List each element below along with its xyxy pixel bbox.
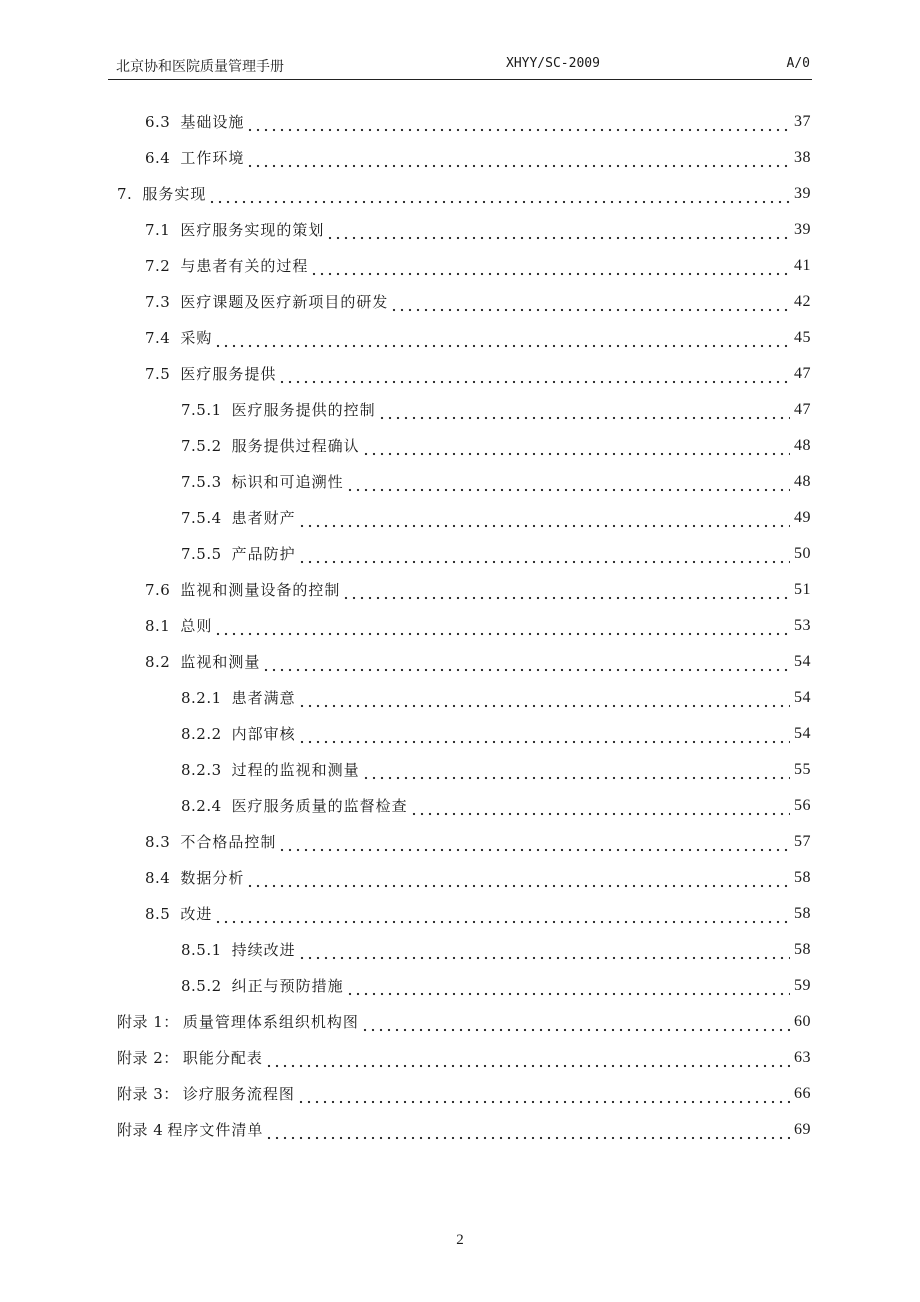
- toc-entry[interactable]: [145, 145, 811, 171]
- toc-entry-number: 7.5.1: [181, 401, 222, 419]
- toc-entry-number: 8.2.4: [181, 797, 222, 815]
- toc-leader-dots: [298, 685, 790, 711]
- toc-leader-dots: [362, 757, 790, 783]
- toc-entry-page: 37: [794, 113, 811, 130]
- toc-leader-dots: [390, 289, 790, 315]
- toc-entry-number: 6.3: [145, 113, 171, 131]
- toc-entry[interactable]: [181, 433, 811, 459]
- toc-entry-title: 医疗服务提供: [180, 365, 277, 383]
- toc-leader-dots: [346, 973, 790, 999]
- toc-leader-dots: [298, 505, 790, 531]
- toc-entry-page: 48: [794, 473, 811, 490]
- toc-leader-dots: [214, 325, 790, 351]
- toc-entry[interactable]: [181, 505, 811, 531]
- toc-entry-number: 8.5.1: [181, 941, 222, 959]
- toc-entry[interactable]: [145, 829, 811, 855]
- toc-entry-page: 38: [794, 149, 811, 166]
- toc-leader-dots: [214, 613, 790, 639]
- toc-entry-number: 附录 1：: [117, 1013, 179, 1031]
- toc-leader-dots: [410, 793, 790, 819]
- toc-entry-number: 8.2.3: [181, 761, 222, 779]
- toc-entry-page: 66: [794, 1085, 811, 1102]
- toc-entry-page: 54: [794, 725, 811, 742]
- toc-entry-title: 与患者有关的过程: [180, 257, 309, 275]
- toc-entry[interactable]: [117, 181, 811, 207]
- toc-entry-number: 7.3: [145, 293, 171, 311]
- toc-entry[interactable]: [117, 1045, 811, 1071]
- toc-entry-page: 39: [794, 221, 811, 238]
- toc-entry-number: 8.2.2: [181, 725, 222, 743]
- toc-entry[interactable]: [181, 541, 811, 567]
- toc-leader-dots: [362, 433, 790, 459]
- toc-entry-number: 8.1: [145, 617, 171, 635]
- toc-entry-number: 7.5: [145, 365, 171, 383]
- toc-entry-number: 7.: [117, 185, 133, 203]
- toc-entry[interactable]: [181, 793, 811, 819]
- toc-entry-title: 服务提供过程确认: [231, 437, 360, 455]
- toc-entry-page: 57: [794, 833, 811, 850]
- toc-leader-dots: [378, 397, 790, 423]
- toc-leader-dots: [342, 577, 790, 603]
- toc-entry[interactable]: [145, 613, 811, 639]
- toc-entry-page: 49: [794, 509, 811, 526]
- toc-entry-title: 基础设施: [180, 113, 245, 131]
- toc-entry[interactable]: [181, 973, 811, 999]
- toc-entry[interactable]: [145, 649, 811, 675]
- page-header: [108, 56, 812, 78]
- toc-entry-number: 8.5.2: [181, 977, 222, 995]
- toc-leader-dots: [214, 901, 790, 927]
- toc-entry-page: 54: [794, 689, 811, 706]
- toc-leader-dots: [262, 649, 790, 675]
- toc-entry-title: 医疗服务提供的控制: [231, 401, 376, 419]
- toc-entry-page: 58: [794, 941, 811, 958]
- toc-entry-title: 医疗课题及医疗新项目的研发: [180, 293, 389, 311]
- toc-entry[interactable]: [181, 469, 811, 495]
- toc-entry-page: 58: [794, 905, 811, 922]
- toc-entry-title: 纠正与预防措施: [231, 977, 344, 995]
- toc-entry-title: 不合格品控制: [180, 833, 277, 851]
- toc-entry-title: 持续改进: [231, 941, 296, 959]
- toc-entry[interactable]: [145, 289, 811, 315]
- toc-entry-title: 患者财产: [231, 509, 296, 527]
- toc-entry-title: 采购: [180, 329, 213, 347]
- toc-entry-title: 职能分配表: [182, 1049, 263, 1067]
- toc-entry-page: 69: [794, 1121, 811, 1138]
- toc-entry-page: 50: [794, 545, 811, 562]
- toc-entry-title: 监视和测量设备的控制: [180, 581, 341, 599]
- toc-leader-dots: [246, 145, 790, 171]
- toc-entry-number: 7.2: [145, 257, 171, 275]
- toc-entry-number: 8.2: [145, 653, 171, 671]
- toc-entry[interactable]: [145, 361, 811, 387]
- toc-entry-title: 过程的监视和测量: [231, 761, 360, 779]
- toc-entry[interactable]: [181, 685, 811, 711]
- toc-entry-title: 诊疗服务流程图: [182, 1085, 295, 1103]
- toc-entry[interactable]: [181, 397, 811, 423]
- toc-entry-title: 总则: [180, 617, 213, 635]
- page-number: 2: [456, 1232, 464, 1248]
- toc-entry[interactable]: [145, 865, 811, 891]
- toc-leader-dots: [246, 109, 790, 135]
- toc-leader-dots: [346, 469, 790, 495]
- toc-entry-page: 47: [794, 365, 811, 382]
- toc-entry-title: 服务实现: [142, 185, 207, 203]
- toc-entry-number: 7.1: [145, 221, 171, 239]
- document-version: A/0: [786, 56, 810, 71]
- toc-entry-number: 7.4: [145, 329, 171, 347]
- toc-entry-title: 标识和可追溯性: [231, 473, 344, 491]
- toc-entry-number: 7.5.5: [181, 545, 222, 563]
- document-title: 北京协和医院质量管理手册: [116, 59, 284, 75]
- toc-entry[interactable]: [145, 109, 811, 135]
- toc-leader-dots: [297, 1081, 790, 1107]
- toc-entry-title: 程序文件清单: [167, 1121, 264, 1139]
- toc-entry-page: 41: [794, 257, 811, 274]
- toc-leader-dots: [298, 721, 790, 747]
- toc-entry-title: 监视和测量: [180, 653, 261, 671]
- toc-leader-dots: [298, 937, 790, 963]
- toc-entry[interactable]: [117, 1009, 811, 1035]
- toc-entry-page: 53: [794, 617, 811, 634]
- toc-entry[interactable]: [145, 325, 811, 351]
- toc-entry[interactable]: [145, 577, 811, 603]
- toc-entry-page: 58: [794, 869, 811, 886]
- toc-entry-title: 质量管理体系组织机构图: [182, 1013, 359, 1031]
- toc-entry-number: 附录 2：: [117, 1049, 179, 1067]
- toc-entry-number: 7.5.2: [181, 437, 222, 455]
- toc-leader-dots: [278, 829, 790, 855]
- toc-entry-title: 产品防护: [231, 545, 296, 563]
- toc-entry-page: 56: [794, 797, 811, 814]
- toc-entry-page: 51: [794, 581, 811, 598]
- toc-entry[interactable]: [145, 901, 811, 927]
- toc-entry[interactable]: [181, 757, 811, 783]
- toc-entry-page: 42: [794, 293, 811, 310]
- toc-entry-page: 47: [794, 401, 811, 418]
- toc-entry-title: 数据分析: [180, 869, 245, 887]
- toc-entry[interactable]: [145, 217, 811, 243]
- toc-entry-title: 改进: [180, 905, 213, 923]
- toc-entry-number: 8.4: [145, 869, 171, 887]
- header-divider: [108, 79, 812, 80]
- toc-entry-number: 7.5.3: [181, 473, 222, 491]
- toc-leader-dots: [278, 361, 790, 387]
- toc-entry-number: 6.4: [145, 149, 171, 167]
- toc-entry-number: 8.5: [145, 905, 171, 923]
- toc-entry[interactable]: [181, 937, 811, 963]
- toc-entry-title: 患者满意: [231, 689, 296, 707]
- toc-entry-number: 8.3: [145, 833, 171, 851]
- toc-entry-number: 8.2.1: [181, 689, 222, 707]
- toc-entry-page: 59: [794, 977, 811, 994]
- toc-entry[interactable]: [117, 1117, 811, 1143]
- toc-entry-number: 7.5.4: [181, 509, 222, 527]
- toc-entry-title: 医疗服务质量的监督检查: [231, 797, 408, 815]
- toc-entry[interactable]: [145, 253, 811, 279]
- toc-entry-page: 39: [794, 185, 811, 202]
- toc-leader-dots: [265, 1045, 790, 1071]
- toc-entry[interactable]: [181, 721, 811, 747]
- toc-entry-title: 工作环境: [180, 149, 245, 167]
- toc-entry-page: 54: [794, 653, 811, 670]
- toc-entry-title: 医疗服务实现的策划: [180, 221, 325, 239]
- toc-leader-dots: [310, 253, 790, 279]
- toc-entry-page: 45: [794, 329, 811, 346]
- toc-leader-dots: [298, 541, 790, 567]
- document-code: XHYY/SC-2009: [506, 56, 600, 71]
- toc-leader-dots: [361, 1009, 790, 1035]
- toc-entry-page: 55: [794, 761, 811, 778]
- toc-leader-dots: [326, 217, 790, 243]
- toc-entry-number: 附录 3：: [117, 1085, 179, 1103]
- toc-entry-number: 7.6: [145, 581, 171, 599]
- toc-leader-dots: [208, 181, 790, 207]
- toc-entry-title: 内部审核: [231, 725, 296, 743]
- toc-entry-page: 63: [794, 1049, 811, 1066]
- toc-entry-number: 附录 4: [117, 1121, 164, 1139]
- toc-entry-page: 60: [794, 1013, 811, 1030]
- toc-leader-dots: [246, 865, 790, 891]
- toc-leader-dots: [265, 1117, 790, 1143]
- toc-entry-page: 48: [794, 437, 811, 454]
- toc-entry[interactable]: [117, 1081, 811, 1107]
